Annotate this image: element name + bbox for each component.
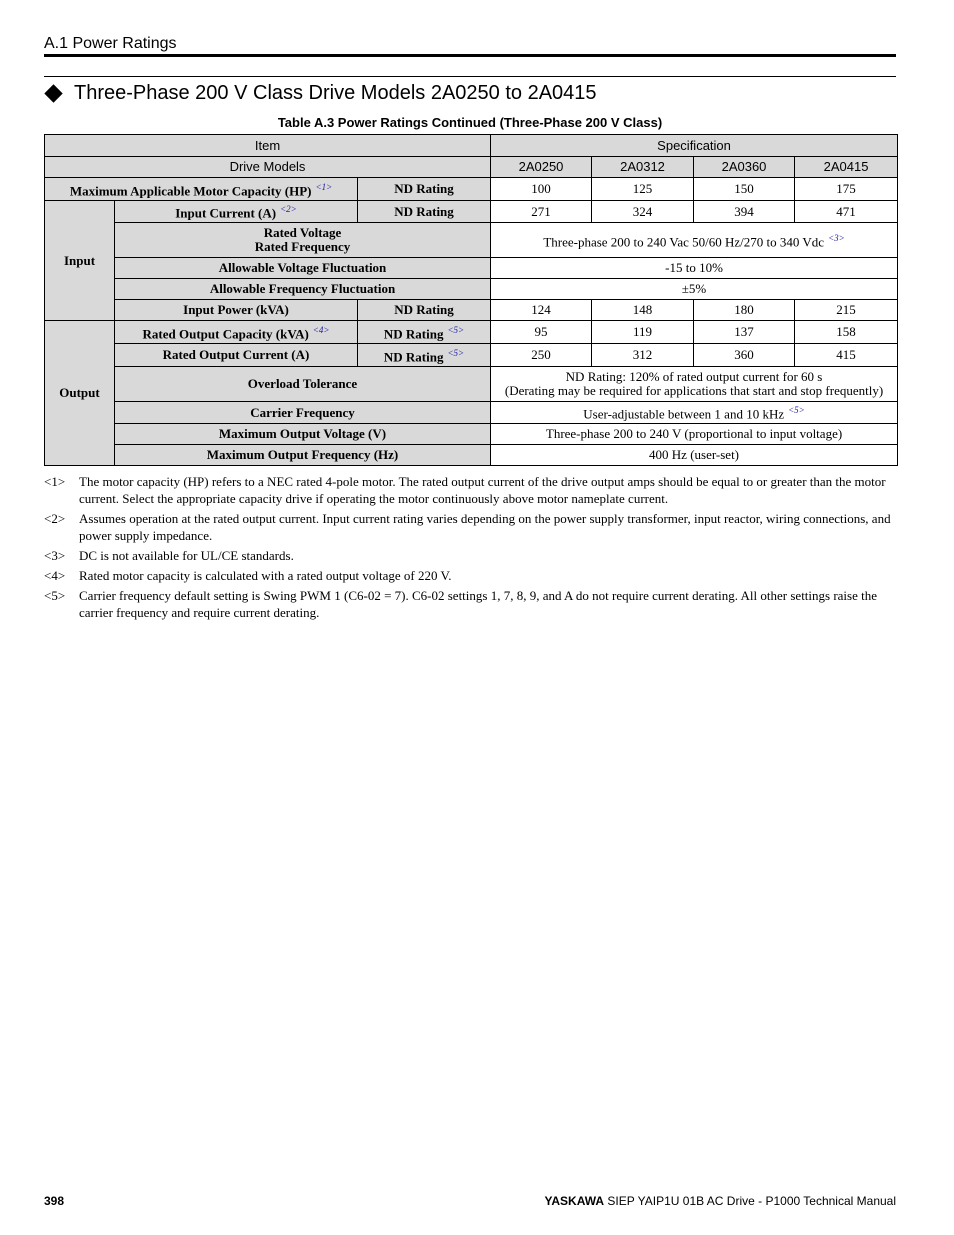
value-cell: 158 [795,321,898,344]
max-output-frequency-value: 400 Hz (user-set) [491,445,898,466]
section-header: A.1 Power Ratings [44,35,177,52]
voltage-fluctuation-label: Allowable Voltage Fluctuation [115,258,491,279]
carrier-frequency-value: User-adjustable between 1 and 10 kHz $^{<5>}$ [491,402,898,424]
note-item [44,510,896,544]
motor-capacity-label: Maximum Applicable Motor Capacity (HP) $^{<1>}$ [45,178,358,201]
overload-tolerance-label: Overload Tolerance [115,367,491,402]
value-cell: 471 [795,201,898,223]
voltage-fluctuation-value: -15 to 10% [491,258,898,279]
overload-tolerance-value: ND Rating: 120% of rated output current for 60 s (Derating may be required for applications that start and stop frequently) [491,367,898,402]
header-rule [44,54,896,57]
input-power-label: Input Power (kVA) [115,300,358,321]
input-current-row [45,201,898,223]
table-header-row [45,135,898,157]
note-ref[interactable]: <1> [315,181,333,192]
footer-manual-title: SIEP YAIP1U 01B AC Drive - P1000 Technical Manual [604,1194,896,1208]
nd-rating-label: ND Rating $^{<5>}$ [358,344,491,367]
value-cell: 394 [694,201,795,223]
note-ref[interactable]: <3> [828,232,845,243]
max-output-frequency-row [45,445,898,466]
frequency-fluctuation-row [45,279,898,300]
note-item [44,567,896,584]
note-item [44,587,896,621]
frequency-fluctuation-label: Allowable Frequency Fluctuation [115,279,491,300]
heading-text: Three-Phase 200 V Class Drive Models 2A0250 to 2A0415 [74,82,597,104]
value-cell: 250 [491,344,592,367]
overload-tolerance-row [45,367,898,402]
note-mark: <3> [44,548,66,563]
note-item [44,547,896,564]
value-cell: 150 [694,178,795,201]
note-mark: <4> [44,568,66,583]
input-group-label: Input [45,201,115,321]
carrier-frequency-row [45,402,898,424]
output-group-label: Output [45,321,115,466]
rated-voltage-frequency-label: Rated Voltage Rated Frequency [115,223,491,258]
drive-models-label: Drive Models [45,157,491,178]
drive-models-row [45,157,898,178]
max-output-voltage-value: Three-phase 200 to 240 V (proportional to input voltage) [491,424,898,445]
value-cell: 95 [491,321,592,344]
note-ref[interactable]: <5> [447,347,465,358]
note-ref[interactable]: <2> [280,204,297,215]
value-cell: 271 [491,201,592,223]
diamond-bullet-icon [44,84,62,102]
item-header: Item [45,135,491,157]
max-output-voltage-row [45,424,898,445]
model-cell: 2A0250 [491,157,592,178]
nd-rating-label: ND Rating [358,300,491,321]
value-cell: 100 [491,178,592,201]
note-ref[interactable]: <5> [788,405,805,416]
note-mark: <2> [44,511,66,526]
note-text: The motor capacity (HP) refers to a NEC rated 4-pole motor. The rated output current of the drive output amps should be equal to or greater than the motor current. Select the appropriate capacity drive if operating the motor continuously above motor nameplate current. [79,474,886,506]
output-current-label: Rated Output Current (A) [115,344,358,367]
note-ref[interactable]: <5> [447,324,465,335]
note-ref[interactable]: <4> [312,324,330,335]
footer-brand: YASKAWA [544,1194,605,1208]
value-cell: 137 [694,321,795,344]
footer-title [544,1194,896,1208]
rated-voltage-row [45,223,898,258]
model-cell: 2A0415 [795,157,898,178]
input-power-row [45,300,898,321]
output-capacity-label: Rated Output Capacity (kVA) $^{<4>}$ [115,321,358,344]
nd-rating-label: ND Rating $^{<5>}$ [358,321,491,344]
motor-capacity-row [45,178,898,201]
frequency-fluctuation-value: ±5% [491,279,898,300]
value-cell: 175 [795,178,898,201]
header-rule-thin [44,76,896,77]
note-text: Assumes operation at the rated output current. Input current rating varies depending on the power supply transformer, input reactor, wiring connections, and power supply impedance. [79,511,891,543]
value-cell: 119 [592,321,694,344]
note-item [44,473,896,507]
nd-rating-label: ND Rating [358,178,491,201]
value-cell: 360 [694,344,795,367]
voltage-fluctuation-row [45,258,898,279]
page-number: 398 [44,1194,65,1208]
value-cell: 415 [795,344,898,367]
value-cell: 215 [795,300,898,321]
table-caption: Table A.3 Power Ratings Continued (Three-Phase 200 V Class) [277,115,663,130]
note-text: Rated motor capacity is calculated with a rated output voltage of 220 V. [79,568,452,583]
model-cell: 2A0312 [592,157,694,178]
note-text: DC is not available for UL/CE standards. [79,548,294,563]
note-mark: <5> [44,588,66,603]
value-cell: 324 [592,201,694,223]
output-current-row [45,344,898,367]
value-cell: 312 [592,344,694,367]
note-mark: <1> [44,474,66,489]
input-current-label: Input Current (A) $^{<2>}$ [115,201,358,223]
power-ratings-table [44,134,898,466]
value-cell: 124 [491,300,592,321]
spec-header: Specification [491,135,898,157]
value-cell: 180 [694,300,795,321]
max-output-voltage-label: Maximum Output Voltage (V) [115,424,491,445]
output-capacity-row [45,321,898,344]
value-cell: 125 [592,178,694,201]
value-cell: 148 [592,300,694,321]
max-output-frequency-label: Maximum Output Frequency (Hz) [115,445,491,466]
rated-voltage-value: Three-phase 200 to 240 Vac 50/60 Hz/270 to 340 Vdc $^{<3>}$ [491,223,898,258]
table-notes [44,473,896,624]
note-text: Carrier frequency default setting is Swing PWM 1 (C6-02 = 7). C6-02 settings 1, 7, 8, 9, and A do not require current derating. All other settings raise the carrier frequency and require current derating. [79,588,878,620]
model-cell: 2A0360 [694,157,795,178]
nd-rating-label: ND Rating [358,201,491,223]
carrier-frequency-label: Carrier Frequency [115,402,491,424]
page-heading [44,82,597,105]
